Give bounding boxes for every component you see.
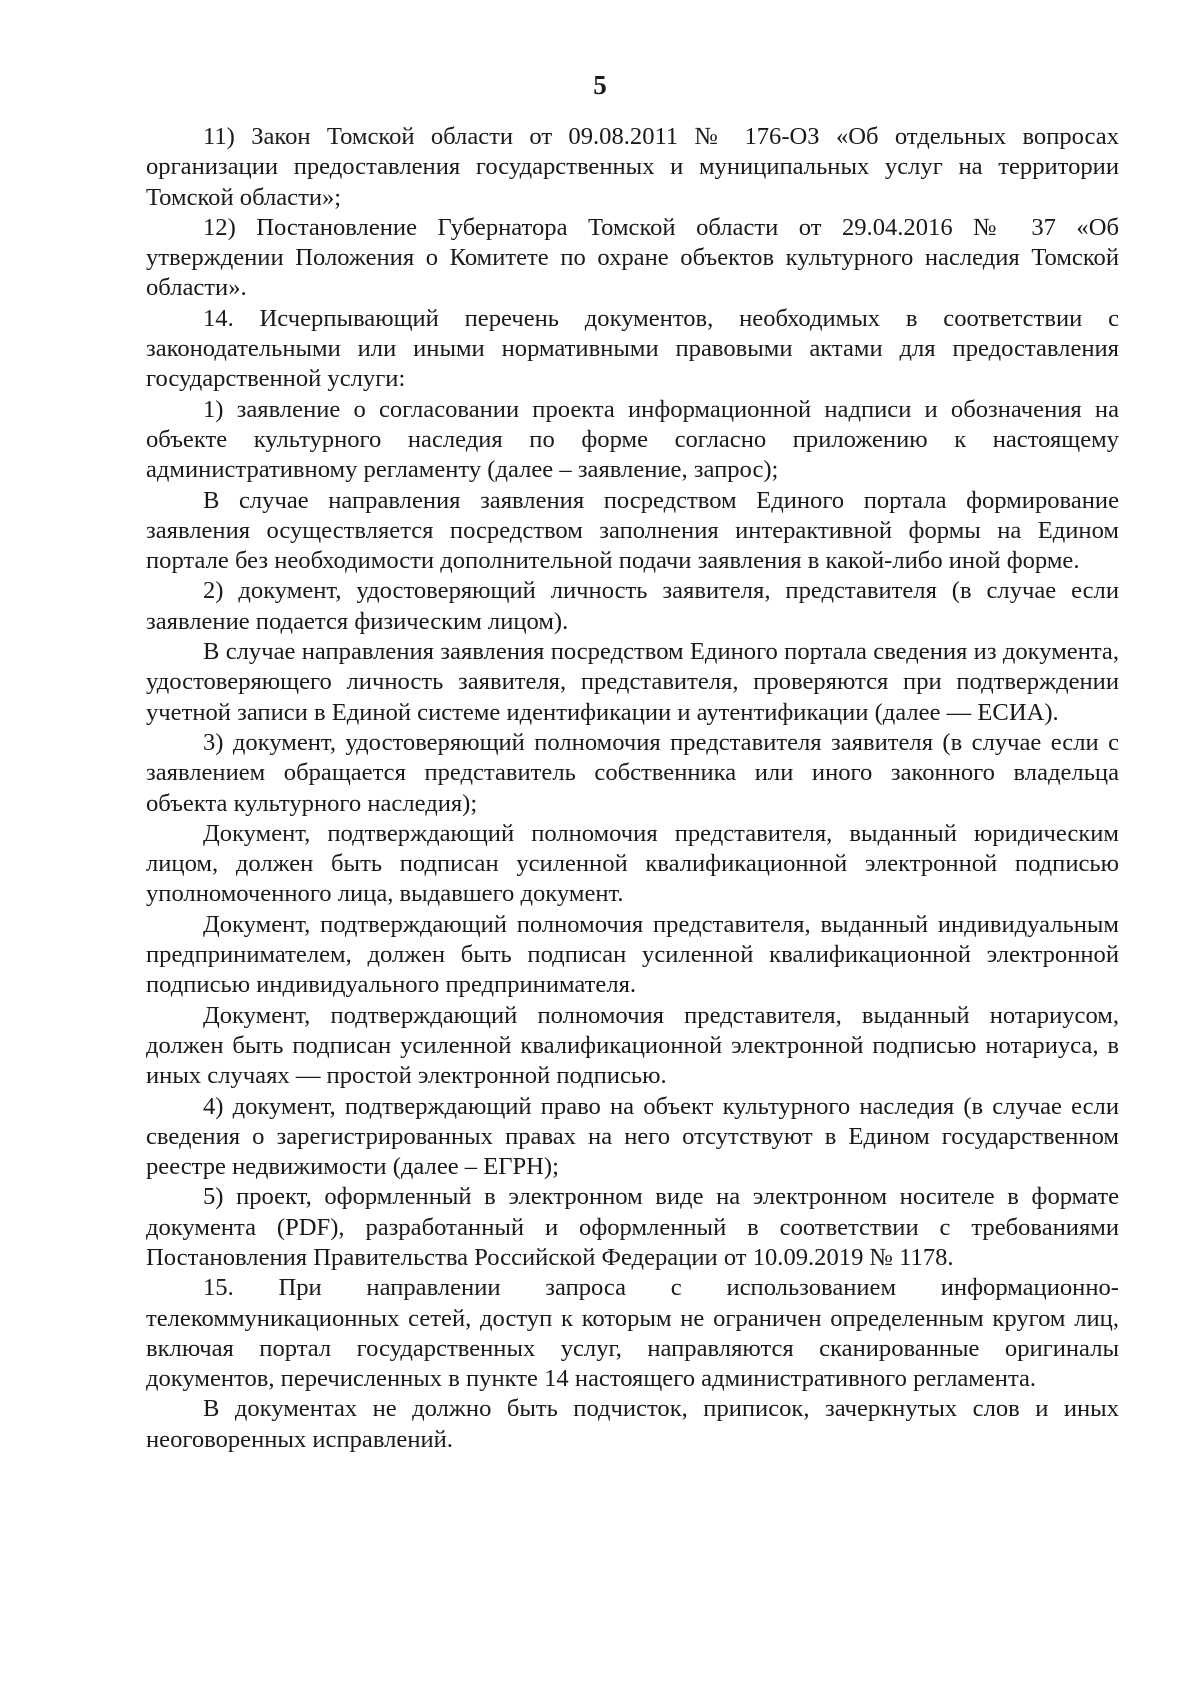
paragraph-notary-signature: Документ, подтверждающий полномочия представителя, выданный нотариусом, должен быть подписан усиленной квалификационной электронной подписью нотариуса, в иных случаях — простой электронной подписью.: [146, 1001, 1119, 1090]
paragraph-item-11-tomsk-law: 11) Закон Томской области от 09.08.2011 № 176-ОЗ «Об отдельных вопросах организации предоставления государственных и муниципальных услуг на территории Томской области»;: [146, 123, 1119, 211]
paragraph-section-15-scanned-originals: 15. При направлении запроса с использованием информационно-телекоммуникационных сетей, доступ к которым не ограничен определенным кругом лиц, включая портал государственных услуг, направляются сканированные оригиналы документов, перечисленных в пункте 14 настоящего административного регламента.: [146, 1274, 1119, 1393]
paragraph-esia-note: В случае направления заявления посредством Единого портала сведения из документа, удостоверяющего личность заявителя, представителя, проверяются при подтверждении учетной записи в Единой системе идентификации и аутентификации (далее — ЕСИА).: [146, 638, 1119, 726]
paragraph-doc-4-ownership: 4) документ, подтверждающий право на объект культурного наследия (в случае если сведения о зарегистрированных правах на него отсутствуют в Едином государственном реестре недвижимости (далее – ЕГРН);: [146, 1092, 1119, 1181]
paragraph-legal-entity-signature: Документ, подтверждающий полномочия представителя, выданный юридическим лицом, должен быть подписан усиленной квалификационной электронной подписью уполномоченного лица, выдавшего документ.: [146, 819, 1119, 908]
document-body: [146, 122, 1119, 1455]
paragraph-section-14-heading: 14. Исчерпывающий перечень документов, необходимых в соответствии с законодательными или иными нормативными правовыми актами для предоставления государственной услуги:: [146, 304, 1119, 393]
paragraph-entrepreneur-signature: Документ, подтверждающий полномочия представителя, выданный индивидуальным предпринимателем, должен быть подписан усиленной квалификационной электронной подписью индивидуального предпринимателя.: [146, 910, 1119, 999]
paragraph-portal-application-note: В случае направления заявления посредством Единого портала формирование заявления осуществляется посредством заполнения интерактивной формы на Едином портале без необходимости дополнительной подачи заявления в какой-либо иной форме.: [146, 486, 1119, 575]
paragraph-doc-5-project: 5) проект, оформленный в электронном виде на электронном носителе в формате документа (PDF), разработанный и оформленный в соответствии с требованиями Постановления Правительства Российской Федерации от 10.09.2019 № 1178.: [146, 1183, 1119, 1271]
page-number: 5: [593, 70, 607, 100]
paragraph-doc-3-authority: 3) документ, удостоверяющий полномочия представителя заявителя (в случае если с заявлением обращается представитель собственника или иного законного владельца объекта культурного наследия);: [146, 728, 1119, 817]
paragraph-doc-1-application: 1) заявление о согласовании проекта информационной надписи и обозначения на объекте культурного наследия по форме согласно приложению к настоящему административному регламенту (далее – заявление, запрос);: [146, 395, 1119, 484]
paragraph-no-corrections: В документах не должно быть подчисток, приписок, зачеркнутых слов и иных неоговоренных исправлений.: [146, 1395, 1119, 1453]
paragraph-doc-2-identity: 2) документ, удостоверяющий личность заявителя, представителя (в случае если заявление подается физическим лицом).: [146, 577, 1119, 635]
paragraph-item-12-governor-decree: 12) Постановление Губернатора Томской области от 29.04.2016 № 37 «Об утверждении Положения о Комитете по охране объектов культурного наследия Томской области».: [146, 213, 1119, 302]
